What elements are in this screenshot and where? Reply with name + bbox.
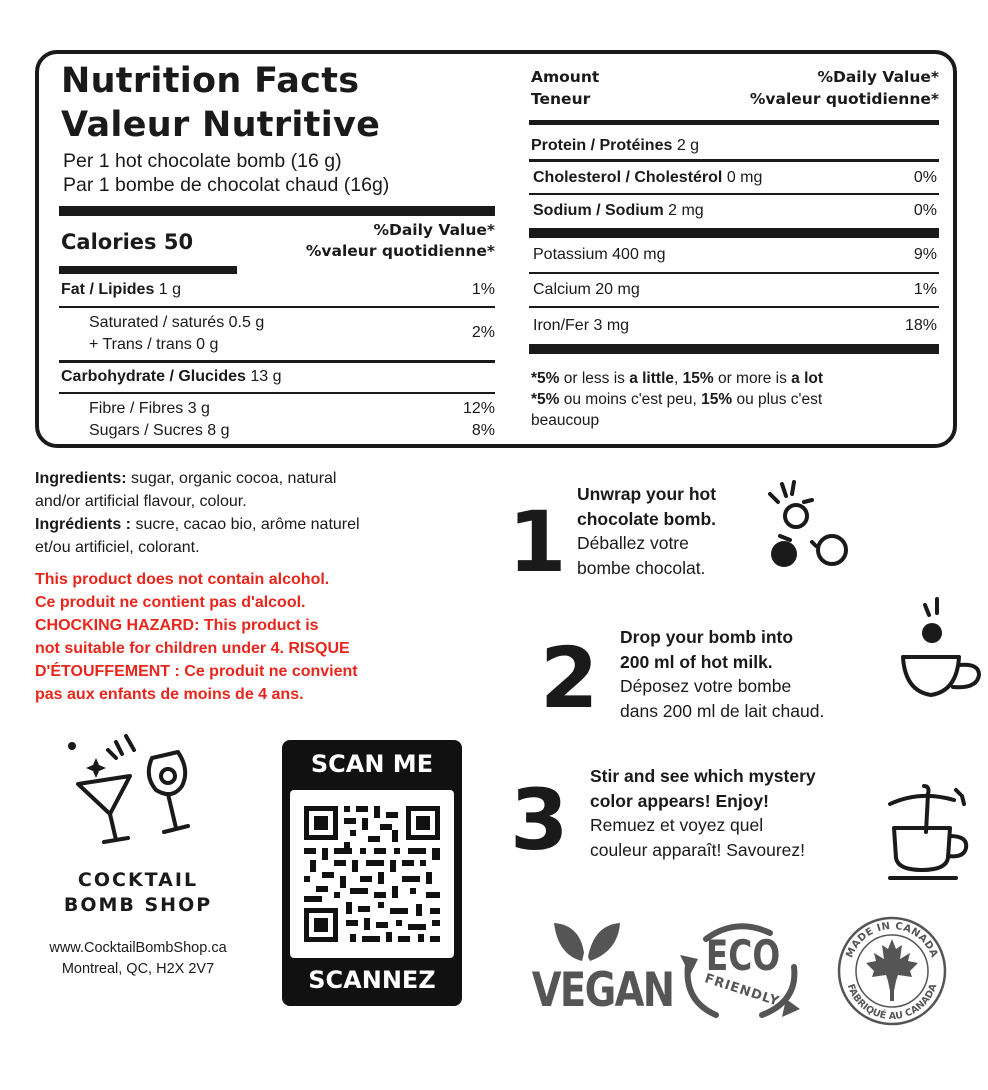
divider (529, 272, 939, 274)
nutrient-row-saturated: Saturated / saturés 0.5 g + Trans / trans 0 g 2% (89, 314, 495, 353)
brand-name: COCKTAIL BOMB SHOP (63, 869, 213, 916)
serving-size-en: Per 1 hot chocolate bomb (16 g) (63, 150, 342, 172)
vegan-label: VEGAN (531, 963, 674, 1018)
nutrient-row-fibre: Fibre / Fibres 3 g 12% (89, 400, 495, 417)
friendly-label: FRIENDLY (702, 971, 782, 1010)
divider (529, 159, 939, 162)
divider-thick (529, 228, 939, 238)
step-3-number: 3 (510, 771, 569, 869)
divider (59, 306, 495, 308)
divider-thick (59, 206, 495, 216)
divider-thick (529, 344, 939, 354)
nutrient-row-cholesterol: Cholesterol / Cholestérol 0 mg 0% (533, 169, 937, 186)
nutrient-row-fat: Fat / Lipides 1 g 1% (61, 281, 495, 298)
calories-value: 50 (163, 230, 194, 254)
divider (529, 193, 939, 195)
cocktail-glasses-icon (60, 728, 210, 868)
website-link[interactable]: www.CocktailBombShop.ca (49, 940, 227, 956)
scan-me-label: SCAN ME (310, 750, 434, 778)
daily-value-header (243, 220, 495, 262)
daily-value-fr: %valeur quotidienne* (305, 242, 495, 260)
serving-size-fr: Par 1 bombe de chocolat chaud (16g) (63, 174, 390, 196)
nutrition-title-en: Nutrition Facts (61, 61, 360, 101)
scannez-label: SCANNEZ (308, 966, 436, 994)
hot-milk-cup-icon (895, 595, 985, 710)
divider-thick (529, 120, 939, 125)
footnote-en: *5% or less is a little, 15% or more is a lot (531, 370, 824, 387)
canada-top-text: MADE IN CANADA (844, 920, 940, 960)
unwrap-bomb-icon (760, 478, 860, 578)
footnote-fr-cont: beaucoup (531, 412, 600, 429)
nutrient-row-potassium: Potassium 400 mg 9% (533, 246, 937, 263)
made-in-canada-badge (832, 915, 952, 1027)
daily-value-en: %Daily Value* (373, 221, 495, 239)
divider-calories (59, 266, 237, 274)
step-2-text: Drop your bomb into 200 ml of hot milk. Déposez votre bombe dans 200 ml de lait chaud. (620, 627, 825, 721)
step-1-number: 1 (508, 493, 567, 591)
divider (59, 392, 495, 394)
eco-friendly-badge (676, 915, 806, 1027)
calories-label: Calories (61, 230, 157, 254)
nutrient-row-protein: Protein / Protéines 2 g (531, 137, 700, 154)
step-2-number: 2 (540, 629, 599, 727)
canada-bottom-text: FABRIQUÉ AU CANADA (844, 982, 940, 1023)
maple-leaf-seal-icon (832, 915, 952, 1027)
nutrient-row-iron: Iron/Fer 3 mg 18% (533, 317, 937, 334)
nutrition-facts-panel (35, 50, 957, 448)
vegan-badge (520, 915, 674, 1027)
nutrient-row-sugars: Sugars / Sucres 8 g 8% (89, 422, 495, 439)
divider (59, 360, 495, 363)
amount-header: Amount Teneur (531, 68, 600, 108)
nutrient-row-calcium: Calcium 20 mg 1% (533, 281, 937, 298)
ingredients-block: Ingredients: sugar, organic cocoa, natural and/or artificial flavour, colour. Ingrédients : sucre, cacao bio, arôme naturel et/ou artificiel, colorant. (35, 470, 360, 556)
calories-row (61, 230, 193, 254)
nutrition-title-fr: Valeur Nutritive (61, 105, 381, 145)
right-daily-value-header: %Daily Value* %valeur quotidienne* (749, 68, 939, 108)
leaf-icon (550, 915, 622, 965)
ingredients-label-en: Ingredients: (35, 470, 127, 487)
nutrient-row-sodium: Sodium / Sodium 2 mg 0% (533, 202, 937, 219)
footnote-fr: *5% ou moins c'est peu, 15% ou plus c'est (531, 391, 823, 408)
ingredients-label-fr: Ingrédients : (35, 516, 132, 533)
brand-address: www.CocktailBombShop.ca Montreal, QC, H2X 2V7 (28, 938, 248, 980)
allergy-warning: This product does not contain alcohol. Ce produit ne contient pas d'alcool. CHOCKING HAZARD: This product is not suitable for children under 4. RISQUE D'ÉTOUFFEMENT : Ce produit ne convient pas aux enfants de moins de 4 ans. (35, 571, 358, 703)
footnote (531, 368, 941, 431)
divider (529, 306, 939, 308)
step-1-text: Unwrap your hot chocolate bomb. Déballez votre bombe chocolat. (577, 484, 717, 578)
step-3-text: Stir and see which mystery color appears! Enjoy! Remuez et voyez quel couleur apparaît! Savourez! (590, 766, 816, 860)
eco-label: ECO (705, 931, 781, 980)
qr-code-card[interactable] (282, 740, 462, 1006)
nutrient-row-carbohydrate: Carbohydrate / Glucides 13 g (61, 368, 282, 385)
qr-code-image (290, 790, 454, 958)
stir-cup-icon (880, 782, 972, 884)
